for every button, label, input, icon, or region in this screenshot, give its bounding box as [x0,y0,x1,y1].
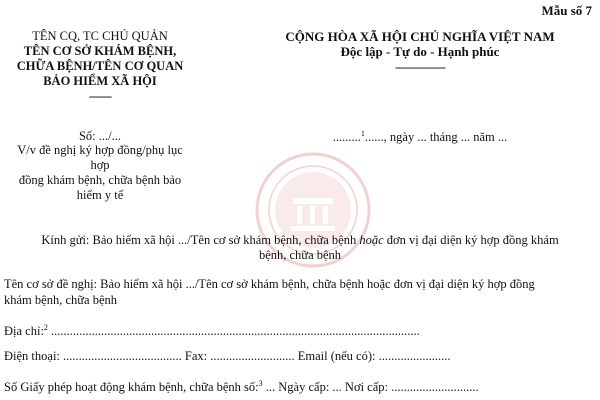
motto: Độc lập - Tự do - Hạnh phúc [340,44,500,59]
document-number: Số: .../... [78,129,122,143]
greeting-line2: bệnh, chữa bệnh [258,248,342,262]
agency-header [0,29,200,104]
subject-line1: V/v đề nghị ký hợp đồng/phụ lục hợp [17,143,183,172]
greeting-text-end: đơn vị đại diện ký hợp đồng khám [383,233,559,247]
facility-name-line2: CHỮA BỆNH/TÊN CƠ QUAN [16,59,184,73]
subject-line3: hiểm y tế [76,188,124,202]
national-header [250,29,590,74]
country-name: CỘNG HÒA XÃ HỘI CHỦ NGHĨA VIỆT NAM [285,29,555,44]
license-label: Số Giấy phép hoạt động khám bệnh, chữa bệnh số: [4,380,259,395]
greeting-emphasis: hoặc [359,233,384,247]
address-footnote: 2 [43,323,48,332]
license-field [4,376,592,395]
greeting-text: Kính gửi: Bảo hiểm xã hội .../Tên cơ sở khám bệnh, chữa bệnh [41,233,360,247]
license-footnote: 3 [258,379,263,388]
left-separator: ------- [88,89,112,103]
proposer-line1: Tên cơ sở đề nghị: Bảo hiểm xã hội .../Tên cơ sở khám bệnh, chữa bệnh hoặc đơn vị đại diện ký hợp đồng [4,277,535,291]
subject-block [10,143,190,203]
subject-line2: đồng khám bệnh, chữa bệnh bảo [18,173,182,187]
date-text: ......, ngày ... tháng ... năm ... [364,130,508,145]
footnote-marker: 1 [360,129,365,138]
greeting [6,233,594,263]
facility-name-line3: BẢO HIỂM XÃ HỘI [43,74,157,88]
facility-name-line1: TÊN CƠ SỞ KHÁM BỆNH, [23,44,177,58]
proposer-line2: khám bệnh, chữa bệnh [4,293,117,307]
right-separator: --------------- [395,59,445,74]
parent-agency: TÊN CQ, TC CHỦ QUẢN [32,29,168,43]
date-place-dots: ......... [332,130,361,145]
proposer-block [4,276,592,308]
date-line [250,129,590,145]
contact-field: Điện thoại: ...................................... Fax: ........................... Email (nếu có): ....................... [4,349,451,363]
address-label: Địa chỉ: [4,324,44,339]
address-dots: ...................................................................................................................... [47,324,420,339]
license-details: ... Ngày cấp: ... Nơi cấp: ............................ [262,380,479,395]
address-field [4,320,592,339]
form-number: Mẫu số 7 [541,3,592,18]
